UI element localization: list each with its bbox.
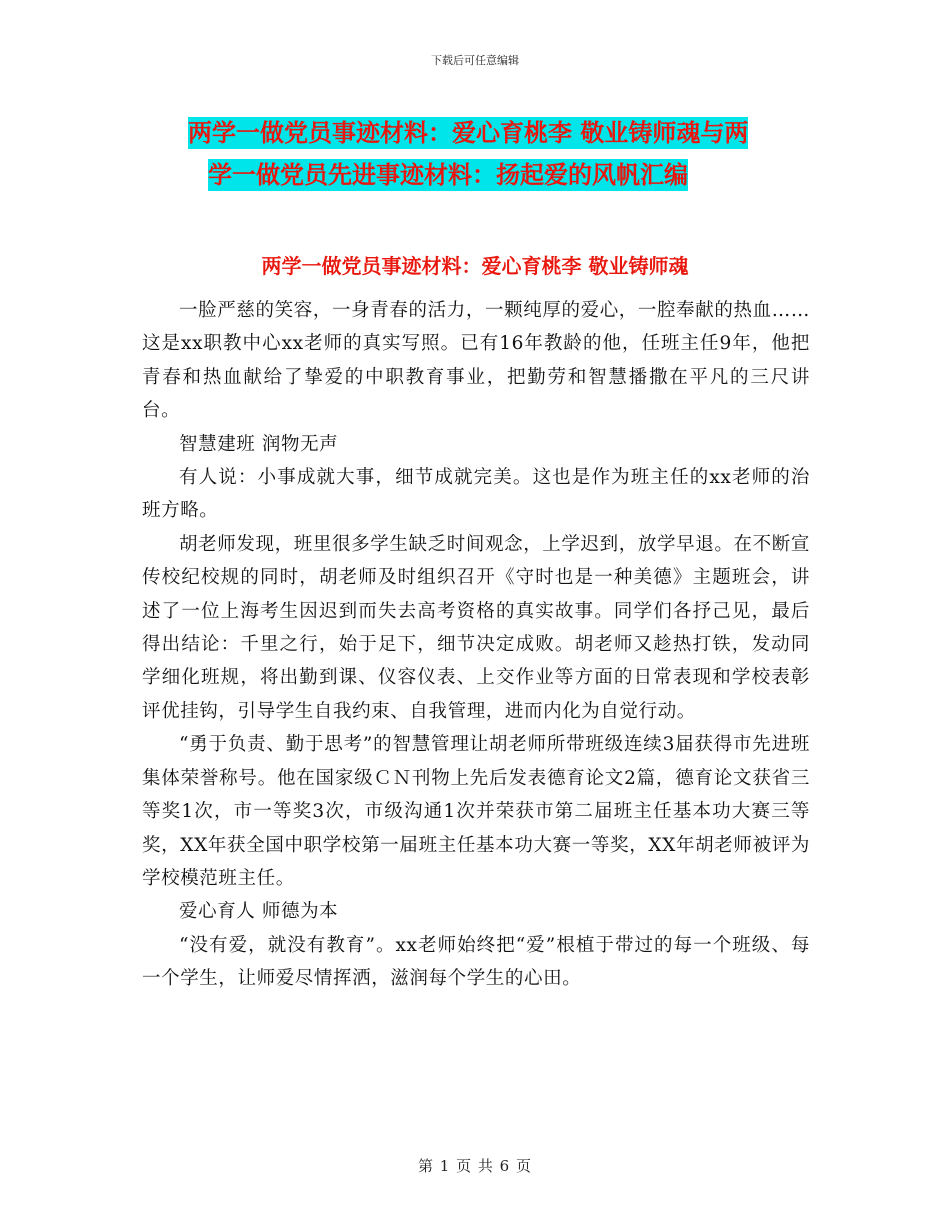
paragraph: 有人说：小事成就大事，细节成就完美。这也是作为班主任的xx老师的治班方略。 [142,467,810,522]
page-header-note: 下载后可任意编辑 [431,54,519,67]
paragraph: “没有爱，就没有教育”。xx老师始终把“爱”根植于带过的每一个班级、每一个学生，让师爱尽情挥洒，滋润每个学生的心田。 [142,934,810,990]
paragraph-intro: 一脸严慈的笑容，一身青春的活力，一颗纯厚的爱心，一腔奉献的热血……这是xx职教中心xx老师的真实写照。已有16年教龄的他，任班主任9年，他把青春和热血献给了挚爱的中职教育事业，把勤劳和智慧播撒在平凡的三尺讲台。 [142,300,810,422]
paragraph: “勇于负责、勤于思考”的智慧管理让胡老师所带班级连续3届获得市先进班集体荣誉称号。他在国家级ＣＮ刊物上先后发表德育论文2篇，德育论文获省三等奖1次，市一等奖3次，市级沟通1次并荣获市第二届班主任基本功大赛三等奖，XX年获全国中职学校第一届班主任基本功大赛一等奖，XX年胡老师被评为学校模范班主任。 [142,734,810,889]
paragraph: 胡老师发现，班里很多学生缺乏时间观念，上学迟到，放学早退。在不断宣传校纪校规的同时，胡老师及时组织召开《守时也是一种美德》主题班会，讲述了一位上海考生因迟到而失去高考资格的真实故事。同学们各抒己见，最后得出结论：千里之行，始于足下，细节决定成败。胡老师又趁热打铁，发动同学细化班规，将出勤到课、仪容仪表、上交作业等方面的日常表现和学校表彰评优挂钩，引导学生自我约束、自我管理，进而内化为自觉行动。 [142,533,810,722]
main-title-line-1: 两学一做党员事迹材料：爱心育桃李 敬业铸师魂与两 [188,119,749,147]
section-title: 两学一做党员事迹材料：爱心育桃李 敬业铸师魂 [261,254,689,278]
subheading-smart-class: 智慧建班 润物无声 [179,433,339,455]
main-title-line-2: 学一做党员先进事迹材料：扬起爱的风帆汇编 [208,161,688,189]
subheading-love-education: 爱心育人 师德为本 [179,901,339,923]
page-footer-number: 第 1 页 共 6 页 [418,1157,532,1175]
document-body [142,294,810,996]
document-main-title [140,112,820,196]
